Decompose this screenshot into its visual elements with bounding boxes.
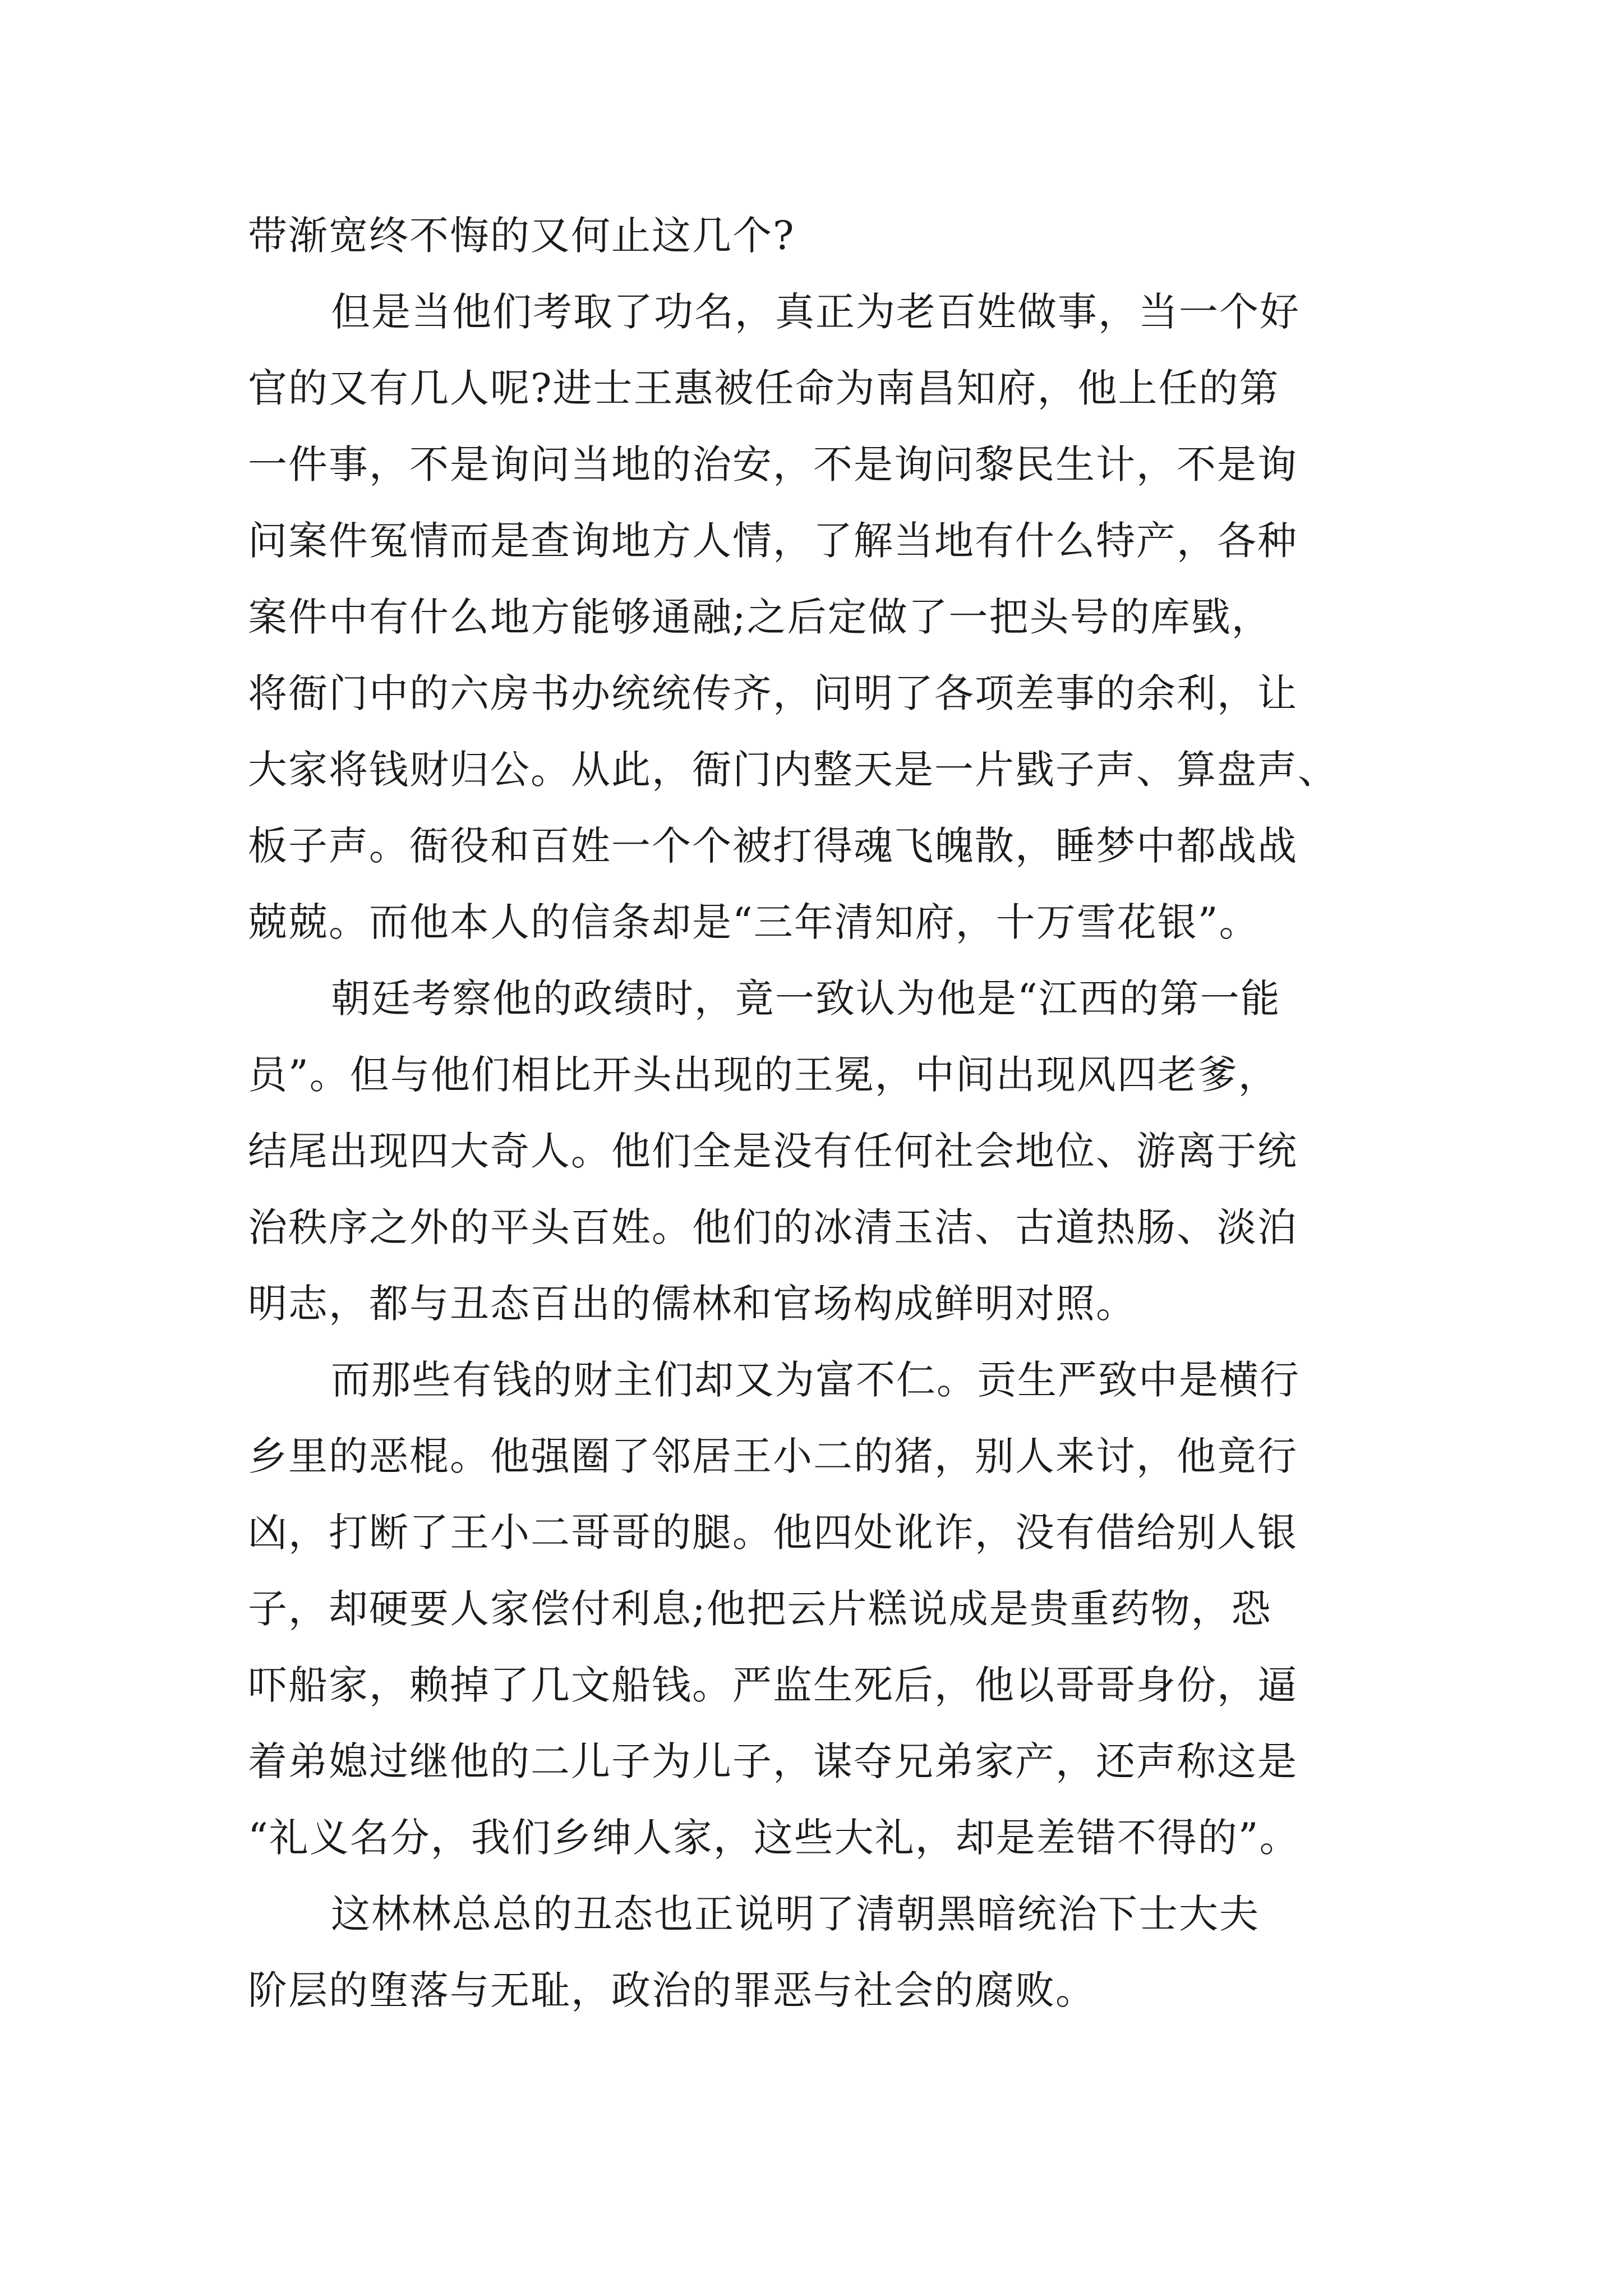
text-line: 明志，都与丑态百出的儒林和官场构成鲜明对照。	[248, 1281, 1136, 1327]
text-line: 员”。但与他们相比开头出现的王冕，中间出现风四老爹，	[248, 1052, 1279, 1098]
text-line: 治秩序之外的平头百姓。他们的冰清玉洁、古道热肠、淡泊	[248, 1204, 1298, 1250]
text-line: 案件中有什么地方能够通融;之后定做了一把头号的库戥，	[248, 594, 1272, 640]
text-line: 阶层的堕落与无耻，政治的罪恶与社会的腐败。	[248, 1967, 1096, 2013]
text-line: 子，却硬要人家偿付利息;他把云片糕说成是贵重药物，恐	[248, 1586, 1272, 1632]
text-line: 带渐宽终不悔的又何止这几个?	[248, 213, 795, 259]
text-line: 官的又有几人呢?进士王惠被任命为南昌知府，他上任的第	[248, 365, 1280, 411]
text-line: 朝廷考察他的政绩时，竟一致认为他是“江西的第一能	[331, 976, 1281, 1022]
text-line: 这林林总总的丑态也正说明了清朝黑暗统治下士大夫	[331, 1891, 1260, 1937]
body-text	[248, 197, 1392, 2028]
text-line: 大家将钱财归公。从此，衙门内整天是一片戥子声、算盘声、	[248, 747, 1338, 793]
text-line: 一件事，不是询问当地的治安，不是询问黎民生计，不是询	[248, 441, 1298, 487]
text-line: 吓船家，赖掉了几文船钱。严监生死后，他以哥哥身份，逼	[248, 1662, 1298, 1708]
text-line: 将衙门中的六房书办统统传齐，问明了各项差事的余利，让	[248, 670, 1298, 716]
text-line: “礼义名分，我们乡绅人家，这些大礼，却是差错不得的”。	[248, 1815, 1300, 1861]
text-line: 兢兢。而他本人的信条却是“三年清知府，十万雪花银”。	[248, 899, 1260, 945]
text-line: 着弟媳过继他的二儿子为儿子，谋夺兄弟家产，还声称这是	[248, 1738, 1298, 1784]
text-line: 结尾出现四大奇人。他们全是没有任何社会地位、游离于统	[248, 1128, 1298, 1174]
text-line: 板子声。衙役和百姓一个个被打得魂飞魄散，睡梦中都战战	[248, 823, 1298, 869]
text-line: 问案件冤情而是查询地方人情，了解当地有什么特产，各种	[248, 518, 1298, 564]
text-line: 凶，打断了王小二哥哥的腿。他四处讹诈，没有借给别人银	[248, 1510, 1298, 1556]
text-line: 而那些有钱的财主们却又为富不仁。贡生严致中是横行	[331, 1357, 1300, 1403]
text-line: 乡里的恶棍。他强圈了邻居王小二的猪，别人来讨，他竟行	[248, 1433, 1298, 1479]
text-line: 但是当他们考取了功名，真正为老百姓做事，当一个好	[331, 289, 1300, 335]
